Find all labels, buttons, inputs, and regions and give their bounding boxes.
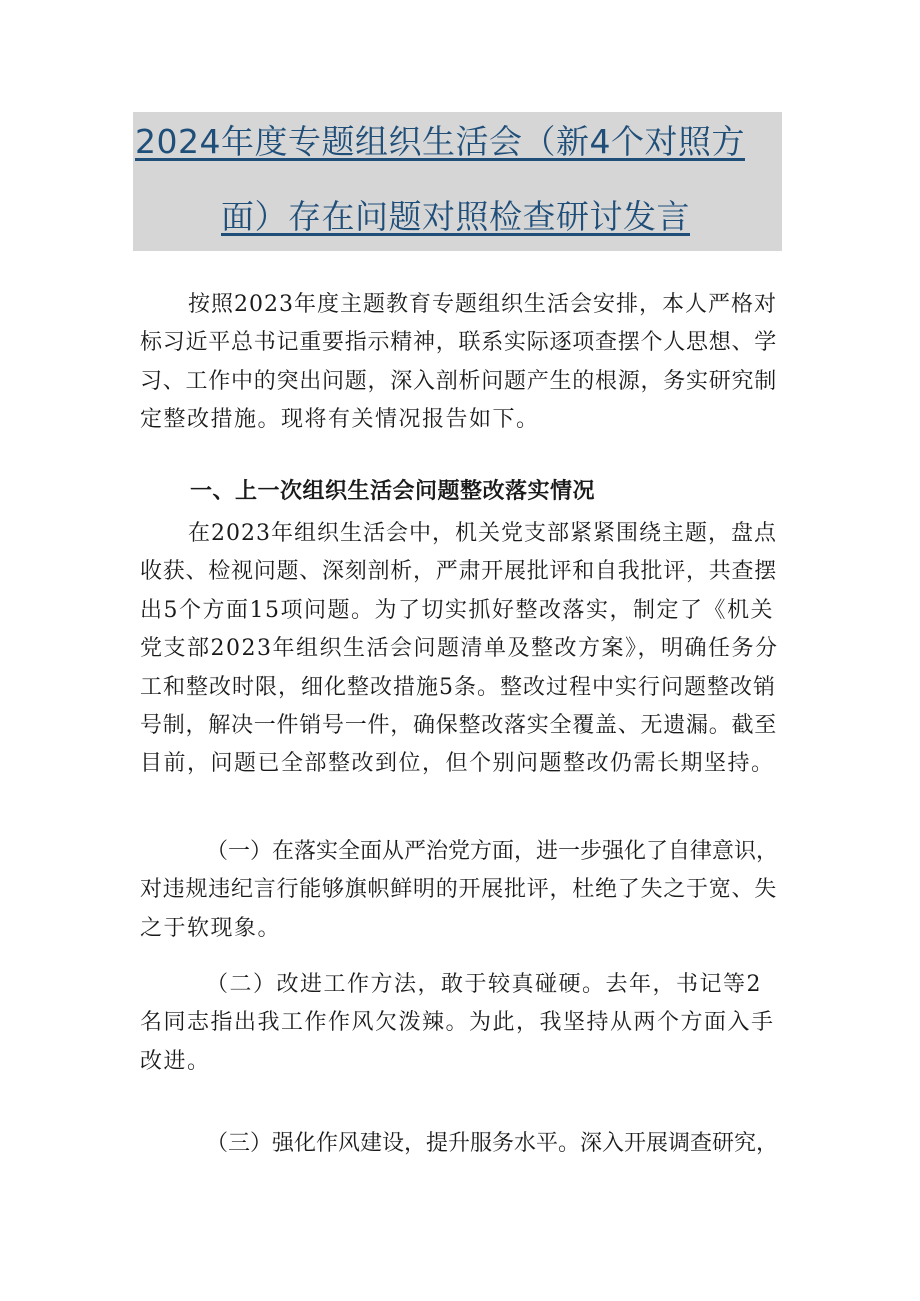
section1-paragraph	[140, 515, 780, 784]
intro-line: 定整改措施。现将有关情况报告如下。	[140, 407, 540, 433]
intro-line: 按照2023年度主题教育专题组织生活会安排，本人严格对	[188, 292, 777, 317]
section1-line: 号制，解决一件销号一件，确保整改落实全覆盖、无遗漏。截至	[140, 713, 778, 739]
section1-line: 在2023年组织生活会中，机关党支部紧紧围绕主题，盘点	[188, 521, 777, 546]
intro-line: 习、工作中的突出问题，深入剖析问题产生的根源，务实研究制	[140, 368, 778, 394]
section1-line: 目前，问题已全部整改到位，但个别问题整改仍需长期坚持。	[140, 751, 775, 777]
item2-line: 名同志指出我工作作风欠泼辣。为此，我坚持从两个方面入手	[140, 1010, 775, 1036]
item3-paragraph	[140, 1125, 780, 1163]
section1-line: 出5个方面15项问题。为了切实抓好整改落实，制定了《机关	[140, 597, 774, 623]
title-line-1: 2024年度专题组织生活会（新4个对照方	[135, 122, 745, 161]
intro-line: 标习近平总书记重要指示精神，联系实际逐项查摆个人思想、学	[140, 330, 778, 356]
section-heading: 一、上一次组织生活会问题整改落实情况	[190, 479, 596, 504]
item1-line: 之于软现象。	[140, 915, 282, 941]
section1-line: 收获、检视问题、深刻剖析，严肃开展批评和自我批评，共查摆	[140, 559, 778, 585]
item3-line: （三）强化作风建设，提升服务水平。深入开展调查研究，	[206, 1131, 779, 1156]
item1-line: （一）在落实全面从严治党方面，进一步强化了自律意识，	[206, 839, 779, 864]
document-title	[133, 112, 782, 251]
section1-line: 党支部2023年组织生活会问题清单及整改方案》，明确任务分	[140, 636, 779, 662]
item1-line: 对违规违纪言行能够旗帜鲜明的开展批评，杜绝了失之于宽、失	[140, 877, 778, 903]
item2-line: （二）改进工作方法，敢于较真碰硬。去年，书记等2	[206, 972, 762, 997]
title-line-2: 面）存在问题对照检查研讨发言	[221, 197, 690, 236]
item2-line: 改进。	[140, 1048, 211, 1074]
intro-paragraph	[140, 286, 780, 440]
section1-line: 工和整改时限，细化整改措施5条。整改过程中实行问题整改销	[140, 674, 776, 700]
item1-paragraph	[140, 833, 780, 948]
item2-paragraph	[140, 966, 780, 1081]
